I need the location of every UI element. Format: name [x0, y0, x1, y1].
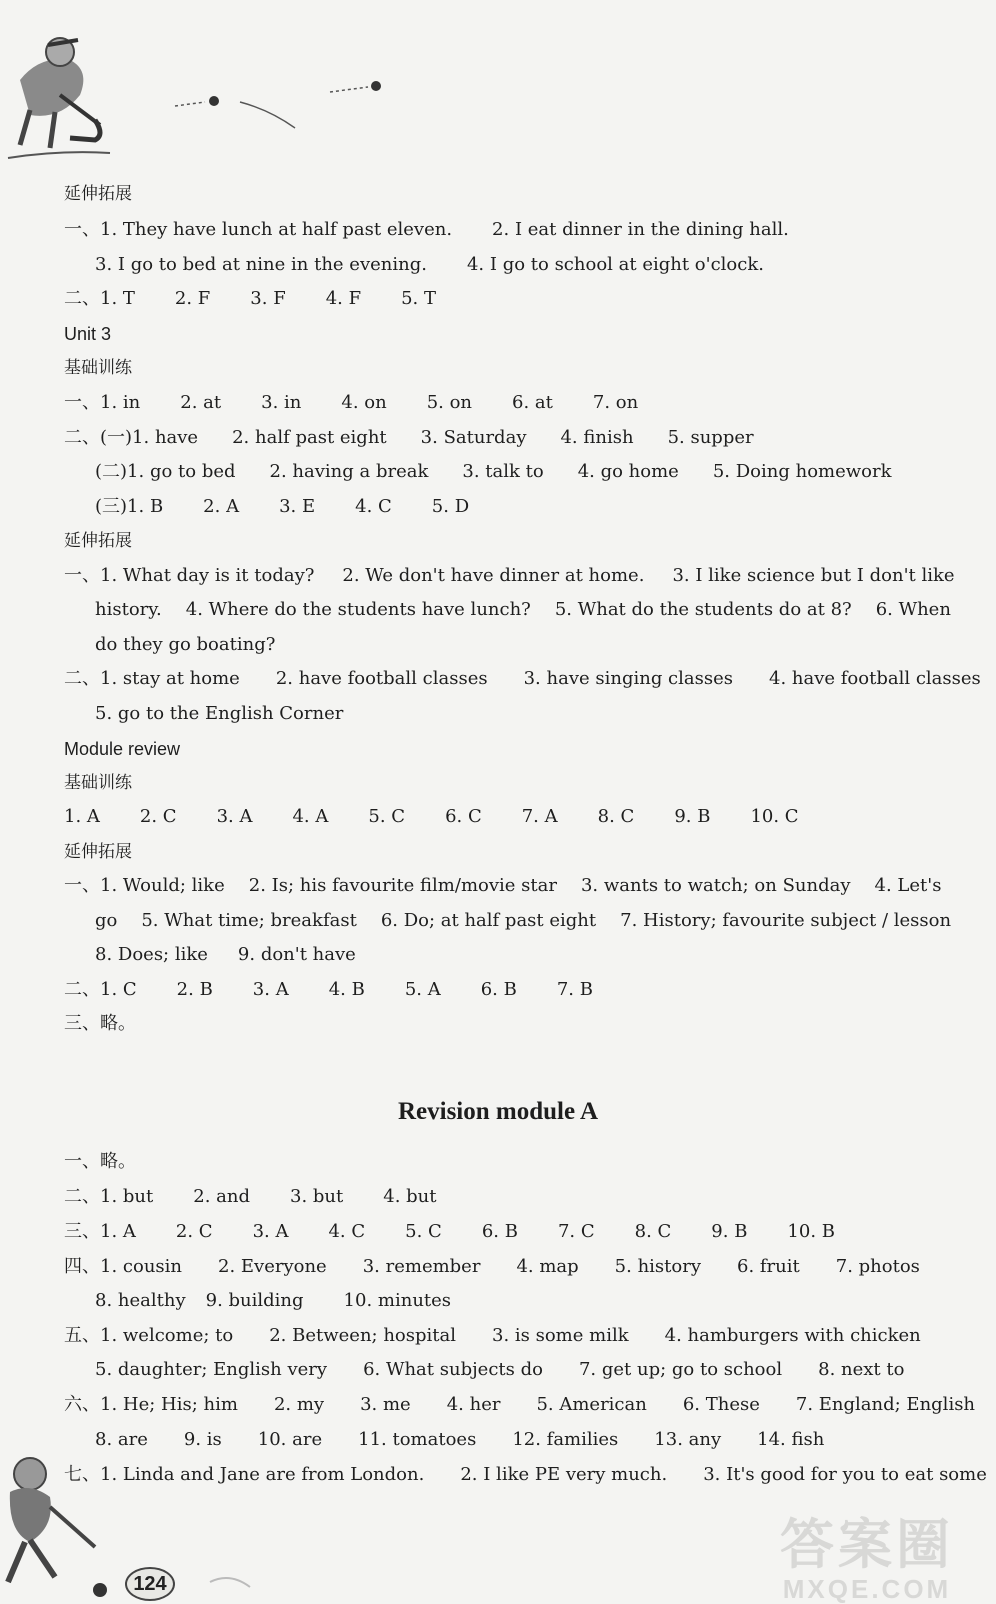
- answer: 2. I like PE very much.: [460, 1464, 668, 1485]
- answer: 3. E: [279, 496, 316, 517]
- answer: 3. is some milk: [492, 1325, 629, 1346]
- answer: 1. in: [100, 392, 141, 413]
- question-label: 四、: [64, 1256, 100, 1277]
- answer: 5. T: [401, 288, 436, 309]
- section-heading: 延伸拓展: [64, 842, 132, 862]
- answer: 8. C: [597, 806, 635, 827]
- answer: 10. minutes: [343, 1290, 452, 1311]
- answer: 11. tomatoes: [358, 1429, 477, 1450]
- answer-line: [64, 1324, 921, 1348]
- question-label: 五、: [64, 1325, 100, 1346]
- answer-line: [64, 218, 789, 242]
- answer: 1. cousin: [100, 1256, 182, 1277]
- answer: 6. C: [445, 806, 482, 827]
- answer: 2. B: [176, 979, 213, 1000]
- answer: 2. F: [174, 288, 211, 309]
- answer: 10. are: [257, 1429, 323, 1450]
- answer: 8. Does; like: [95, 944, 208, 965]
- answer: 4. on: [341, 392, 387, 413]
- answer: 2. half past eight: [232, 427, 387, 448]
- watermark-logo-text: 答案圈: [780, 1515, 954, 1575]
- module-review-heading: Module review: [64, 739, 181, 759]
- answer: 4. Where do the students have lunch?: [185, 599, 531, 620]
- answer: 7. England; English: [795, 1394, 976, 1415]
- answer: 6. B: [481, 1221, 518, 1242]
- answer-line: [64, 1393, 975, 1417]
- answer-line: [64, 667, 981, 691]
- question-label: 三、: [64, 1221, 100, 1242]
- answer: 3. in: [261, 392, 302, 413]
- answer: 4. map: [516, 1256, 579, 1277]
- answer: 1. C: [100, 979, 137, 1000]
- answer: 3. A: [216, 806, 253, 827]
- answer: 9. building: [205, 1290, 304, 1311]
- answer: 1. B: [127, 496, 164, 517]
- answer: 2. A: [203, 496, 240, 517]
- answer: 2. I eat dinner in the dining hall.: [492, 219, 789, 240]
- answer: 5. daughter; English very: [95, 1359, 328, 1380]
- answer: 2. C: [175, 1221, 213, 1242]
- unit-heading: Unit 3: [64, 324, 112, 344]
- answer: 1. stay at home: [100, 668, 240, 689]
- answer-line: [95, 598, 951, 622]
- question-label: 七、: [64, 1464, 100, 1485]
- section-heading: 基础训练: [64, 773, 132, 793]
- answer: 4. Let's: [874, 875, 942, 896]
- answer: 9. is: [183, 1429, 222, 1450]
- answer: 1. He; His; him: [100, 1394, 238, 1415]
- answer: 6. Do; at half past eight: [380, 910, 597, 931]
- answer: 4. C: [355, 496, 392, 517]
- answer: 6. When: [875, 599, 951, 620]
- answer: 8. next to: [818, 1359, 905, 1380]
- answer-line: 一、略。: [64, 1151, 136, 1172]
- answer: 5. What do the students do at 8?: [554, 599, 852, 620]
- answer: 5. history: [614, 1256, 701, 1277]
- answer: 2. and: [193, 1186, 250, 1207]
- answer-line: [64, 978, 593, 1002]
- question-label: 一、: [64, 219, 100, 240]
- answer: 12. families: [512, 1429, 619, 1450]
- question-label: 一、: [64, 565, 100, 586]
- answer: 1. A: [64, 806, 100, 827]
- answer: 4. hamburgers with chicken: [664, 1325, 921, 1346]
- answer: 3. remember: [362, 1256, 481, 1277]
- answer-line: [95, 1289, 451, 1313]
- answer: 5. C: [368, 806, 406, 827]
- section-heading: 延伸拓展: [64, 531, 132, 551]
- answer: 2. my: [273, 1394, 325, 1415]
- answer: 13. any: [654, 1429, 722, 1450]
- question-label: 二、: [64, 1186, 100, 1207]
- answer: 7. History; favourite subject / lesson: [620, 910, 952, 931]
- answer: 3. A: [252, 979, 289, 1000]
- answer-line: [95, 909, 951, 933]
- answer: 3. F: [250, 288, 286, 309]
- answer: go: [95, 910, 118, 931]
- answer: 2. have football classes: [275, 668, 488, 689]
- answer: 2. We don't have dinner at home.: [342, 565, 645, 586]
- answer: 7. C: [557, 1221, 595, 1242]
- answer: 6. B: [480, 979, 517, 1000]
- answer: 7. on: [592, 392, 639, 413]
- answer: 2. Between; hospital: [269, 1325, 456, 1346]
- answer: 4. have football classes: [769, 668, 981, 689]
- section-heading: 基础训练: [64, 358, 132, 378]
- answer: 3. I go to bed at nine in the evening.: [95, 254, 427, 275]
- question-label: 二、: [64, 668, 100, 689]
- answer: 1. A: [100, 1221, 136, 1242]
- answer: 8. are: [95, 1429, 148, 1450]
- answer-line: [95, 1428, 824, 1452]
- answer-line: [64, 391, 638, 415]
- question-label: 二、: [64, 288, 100, 309]
- answer-line: [95, 1358, 904, 1382]
- answer-line: [95, 495, 469, 519]
- answer: 3. wants to watch; on Sunday: [580, 875, 851, 896]
- answer: 7. A: [521, 806, 558, 827]
- answer: history.: [95, 599, 162, 620]
- answer: 5. on: [426, 392, 473, 413]
- answer-line: [64, 805, 799, 829]
- question-label: (二): [95, 461, 128, 482]
- answer: 1. but: [100, 1186, 154, 1207]
- answer-line: 三、略。: [64, 1013, 136, 1034]
- question-label: (三): [95, 496, 128, 517]
- answer-line: [95, 253, 764, 277]
- answer: 1. welcome; to: [100, 1325, 234, 1346]
- question-label: 二、: [64, 979, 100, 1000]
- answer: 4. A: [292, 806, 329, 827]
- answer: 3. I like science but I don't like: [672, 565, 955, 586]
- answer-line: do they go boating?: [95, 634, 276, 655]
- question-label: 一、: [64, 392, 100, 413]
- page-number: 124: [125, 1567, 175, 1601]
- answer-line: [95, 943, 356, 967]
- answer-line: [64, 874, 941, 898]
- answer: 3. A: [252, 1221, 289, 1242]
- answer: 4. go home: [577, 461, 679, 482]
- answer: 3. talk to: [462, 461, 544, 482]
- answer-line: [64, 1255, 920, 1279]
- answer: 8. C: [634, 1221, 672, 1242]
- answer: 1. T: [100, 288, 135, 309]
- answer: 3. It's good for you to eat some: [703, 1464, 987, 1485]
- answer: 7. B: [556, 979, 593, 1000]
- answer-line: [64, 1185, 437, 1209]
- answer: 4. B: [328, 979, 365, 1000]
- answer: 6. What subjects do: [363, 1359, 543, 1380]
- answer: 7. photos: [835, 1256, 920, 1277]
- answer: 6. at: [512, 392, 553, 413]
- answer: 5. Doing homework: [712, 461, 892, 482]
- answer: 6. These: [682, 1394, 760, 1415]
- answer: 2. having a break: [269, 461, 429, 482]
- answer: 5. What time; breakfast: [141, 910, 357, 931]
- answer: 5. C: [405, 1221, 442, 1242]
- answer: 1. Would; like: [100, 875, 225, 896]
- answer: 6. fruit: [737, 1256, 800, 1277]
- answer: 9. B: [674, 806, 711, 827]
- answer: 3. Saturday: [420, 427, 527, 448]
- answer-line: 5. go to the English Corner: [95, 703, 344, 724]
- answer: 4. her: [446, 1394, 501, 1415]
- answer: 3. me: [360, 1394, 411, 1415]
- answer: 9. don't have: [237, 944, 356, 965]
- answer: 1. go to bed: [127, 461, 236, 482]
- question-label: 二、(一): [64, 427, 133, 448]
- answer: 1. Linda and Jane are from London.: [100, 1464, 425, 1485]
- answer: 2. Everyone: [218, 1256, 327, 1277]
- answer: 4. finish: [560, 427, 634, 448]
- watermark: [780, 1515, 954, 1604]
- answer: 7. get up; go to school: [578, 1359, 783, 1380]
- question-label: 六、: [64, 1394, 100, 1415]
- answer: 4. C: [328, 1221, 366, 1242]
- answer: 4. but: [383, 1186, 437, 1207]
- answer: 1. What day is it today?: [100, 565, 315, 586]
- answer: 2. C: [139, 806, 177, 827]
- answer-line: [64, 564, 955, 588]
- answer-line: [64, 426, 754, 450]
- answer-line: [95, 460, 892, 484]
- answer: 2. Is; his favourite film/movie star: [248, 875, 557, 896]
- section-heading: 延伸拓展: [64, 184, 132, 204]
- answer: 8. healthy: [95, 1290, 186, 1311]
- answer: 5. supper: [667, 427, 754, 448]
- answer: 5. A: [404, 979, 441, 1000]
- answer: 1. have: [132, 427, 199, 448]
- watermark-url: MXQE.COM: [782, 1574, 952, 1604]
- answer: 3. but: [290, 1186, 344, 1207]
- answer-line: [64, 1220, 835, 1244]
- answer: 10. C: [750, 806, 799, 827]
- answer: 10. B: [787, 1221, 835, 1242]
- answer: 5. D: [431, 496, 470, 517]
- module-title: Revision module A: [397, 1098, 599, 1125]
- answer: 3. have singing classes: [523, 668, 733, 689]
- answer: 14. fish: [757, 1429, 825, 1450]
- answer-line: [64, 287, 436, 311]
- question-label: 一、: [64, 875, 100, 896]
- answer: 1. They have lunch at half past eleven.: [100, 219, 453, 240]
- answer: 4. F: [325, 288, 362, 309]
- hockey-player-illustration: [0, 0, 420, 175]
- answer: 5. American: [536, 1394, 647, 1415]
- answer: 2. at: [180, 392, 222, 413]
- answer-line: [64, 1463, 987, 1487]
- answer: 4. I go to school at eight o'clock.: [466, 254, 764, 275]
- answer: 9. B: [711, 1221, 748, 1242]
